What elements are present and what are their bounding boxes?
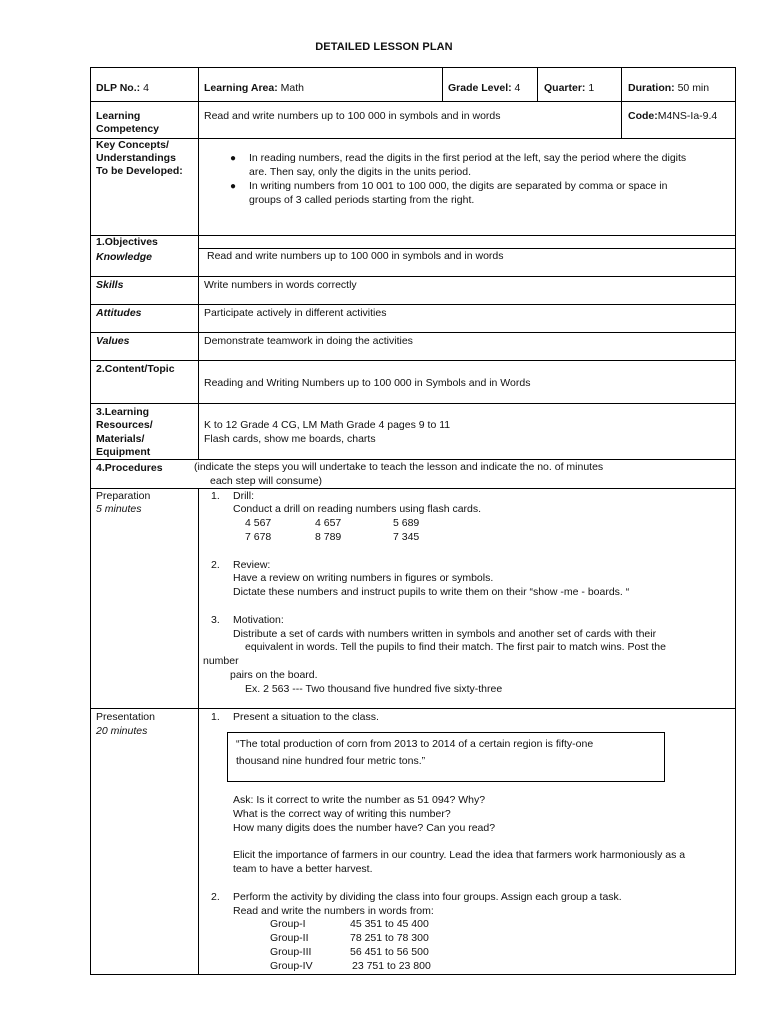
group-name: Group-IV — [270, 960, 313, 972]
motivation-line1: Distribute a set of cards with numbers written in symbols and another set of cards with their — [233, 628, 657, 640]
quarter-label: Quarter: — [544, 82, 586, 94]
row-divider — [90, 332, 736, 333]
motivation-line3: number — [203, 655, 239, 667]
situation-quote-line1: “The total production of corn from 2013 to 2014 of a certain region is fifty-one — [236, 738, 594, 750]
group-range: 78 251 to 78 300 — [350, 932, 429, 944]
attitudes-text: Participate actively in different activities — [204, 307, 387, 319]
procedures-note-line1: (indicate the steps you will undertake to teach the lesson and indicate the no. of minutes — [194, 461, 604, 473]
values-text: Demonstrate teamwork in doing the activities — [204, 335, 413, 347]
resources-label-line4: Equipment — [96, 446, 151, 458]
elicit-line1: Elicit the importance of farmers in our country. Lead the idea that farmers work harmoniously as a — [233, 849, 686, 861]
ask-line3: How many digits does the number have? Can you read? — [233, 822, 496, 834]
competency-label-line2: Competency — [96, 123, 160, 135]
row-divider — [90, 138, 736, 139]
resources-label-line1: 3.Learning — [96, 406, 150, 418]
drill-number-cell: 7 678 — [245, 531, 272, 543]
dlp-value: 4 — [143, 82, 149, 94]
key-concept-2-line2: groups of 3 called periods starting from the right. — [249, 194, 475, 206]
row-divider — [90, 101, 736, 102]
row-divider — [90, 708, 736, 709]
key-concept-1-line1: In reading numbers, read the digits in the first period at the left, say the period where the digits — [249, 152, 687, 164]
competency-code — [628, 110, 717, 124]
column-divider — [537, 67, 538, 101]
column-divider — [442, 67, 443, 101]
resources-label-line2: Resources/ — [96, 419, 153, 431]
grade-level — [448, 82, 520, 96]
presentation-item1-number: 1. — [211, 711, 220, 723]
preparation-time: 5 minutes — [96, 503, 142, 515]
row-divider — [90, 488, 736, 489]
key-concept-2-line1: In writing numbers from 10 001 to 100 000, the digits are separated by comma or space in — [249, 180, 668, 192]
key-concepts-label-line3: To be Developed: — [96, 165, 183, 177]
resources-line1: K to 12 Grade 4 CG, LM Math Grade 4 pages 9 to 11 — [204, 419, 451, 431]
group-range: 45 351 to 45 400 — [350, 918, 429, 930]
code-value: M4NS-Ia-9.4 — [657, 110, 718, 122]
presentation-item2-text: Perform the activity by dividing the class into four groups. Assign each group a task. — [233, 891, 622, 903]
values-label: Values — [96, 335, 130, 347]
review-line2: Dictate these numbers and instruct pupils to write them on their “show -me - boards. “ — [233, 586, 630, 598]
grade-level-label: Grade Level: — [448, 82, 512, 94]
bullet-icon: ● — [230, 181, 237, 192]
row-divider — [90, 459, 736, 460]
objectives-heading: 1.Objectives — [96, 236, 158, 248]
key-concepts-label-line2: Understandings — [96, 152, 176, 164]
motivation-number: 3. — [211, 614, 220, 626]
dlp-no — [96, 82, 149, 96]
page-title: DETAILED LESSON PLAN — [315, 41, 453, 53]
group-name: Group-II — [270, 932, 309, 944]
procedures-label: 4.Procedures — [96, 462, 163, 474]
grade-level-value: 4 — [514, 82, 521, 94]
content-label: 2.Content/Topic — [96, 363, 175, 375]
attitudes-label: Attitudes — [96, 307, 142, 319]
review-line1: Have a review on writing numbers in figures or symbols. — [233, 572, 494, 584]
competency-text: Read and write numbers up to 100 000 in symbols and in words — [204, 110, 501, 122]
learning-area-value: Math — [280, 82, 304, 94]
competency-label-line1: Learning — [96, 110, 141, 122]
quarter — [544, 82, 594, 96]
column-divider — [621, 67, 622, 138]
preparation-label: Preparation — [96, 490, 151, 502]
motivation-example: Ex. 2 563 --- Two thousand five hundred five sixty-three — [245, 683, 503, 695]
drill-text: Conduct a drill on reading numbers using flash cards. — [233, 503, 482, 515]
review-number: 2. — [211, 559, 220, 571]
duration — [628, 82, 709, 96]
skills-label: Skills — [96, 279, 124, 291]
presentation-item1-text: Present a situation to the class. — [233, 711, 379, 723]
row-divider — [90, 235, 736, 236]
group-name: Group-I — [270, 918, 306, 930]
group-name: Group-III — [270, 946, 312, 958]
row-divider — [198, 248, 736, 249]
bullet-icon: ● — [230, 153, 237, 164]
learning-area — [204, 82, 304, 96]
quarter-value: 1 — [588, 82, 595, 94]
motivation-line4: pairs on the board. — [230, 669, 318, 681]
resources-label-line3: Materials/ — [96, 433, 145, 445]
ask-line2: What is the correct way of writing this number? — [233, 808, 451, 820]
content-text: Reading and Writing Numbers up to 100 000 in Symbols and in Words — [204, 377, 531, 389]
procedures-note-line2: each step will consume) — [210, 475, 323, 487]
column-divider — [198, 67, 199, 459]
row-divider — [90, 360, 736, 361]
resources-line2: Flash cards, show me boards, charts — [204, 433, 376, 445]
code-label: Code: — [628, 110, 658, 122]
drill-title: Drill: — [233, 490, 254, 502]
drill-number-cell: 4 657 — [315, 517, 342, 529]
situation-quote-line2: thousand nine hundred four metric tons.” — [236, 754, 426, 767]
dlp-label: DLP No.: — [96, 82, 141, 94]
drill-number-cell: 4 567 — [245, 517, 272, 529]
motivation-line2: equivalent in words. Tell the pupils to find their match. The first pair to match wins. Post the — [245, 641, 666, 653]
group-range: 56 451 to 56 500 — [350, 946, 429, 958]
duration-value: 50 min — [677, 82, 710, 94]
presentation-item2-number: 2. — [211, 891, 220, 903]
knowledge-text: Read and write numbers up to 100 000 in symbols and in words — [207, 250, 504, 262]
elicit-line2: team to have a better harvest. — [233, 863, 373, 875]
ask-line1: Ask: Is it correct to write the number as 51 094? Why? — [233, 794, 486, 806]
row-divider — [90, 276, 736, 277]
presentation-label: Presentation — [96, 711, 155, 723]
key-concept-1-line2: are. Then say, only the digits in the units period. — [249, 166, 471, 178]
duration-label: Duration: — [628, 82, 675, 94]
skills-text: Write numbers in words correctly — [204, 279, 357, 291]
group-range: 23 751 to 23 800 — [352, 960, 431, 972]
key-concepts-label-line1: Key Concepts/ — [96, 139, 169, 151]
drill-number-cell: 7 345 — [393, 531, 420, 543]
drill-number-cell: 8 789 — [315, 531, 342, 543]
drill-number-cell: 5 689 — [393, 517, 420, 529]
knowledge-label: Knowledge — [96, 251, 153, 263]
situation-box — [227, 732, 665, 782]
review-title: Review: — [233, 559, 271, 571]
row-divider — [90, 403, 736, 404]
row-divider — [90, 304, 736, 305]
learning-area-label: Learning Area: — [204, 82, 278, 94]
presentation-item2-sub: Read and write the numbers in words from: — [233, 905, 434, 917]
column-divider — [198, 488, 199, 975]
drill-number: 1. — [211, 490, 220, 502]
presentation-time: 20 minutes — [96, 725, 148, 737]
motivation-title: Motivation: — [233, 614, 284, 626]
